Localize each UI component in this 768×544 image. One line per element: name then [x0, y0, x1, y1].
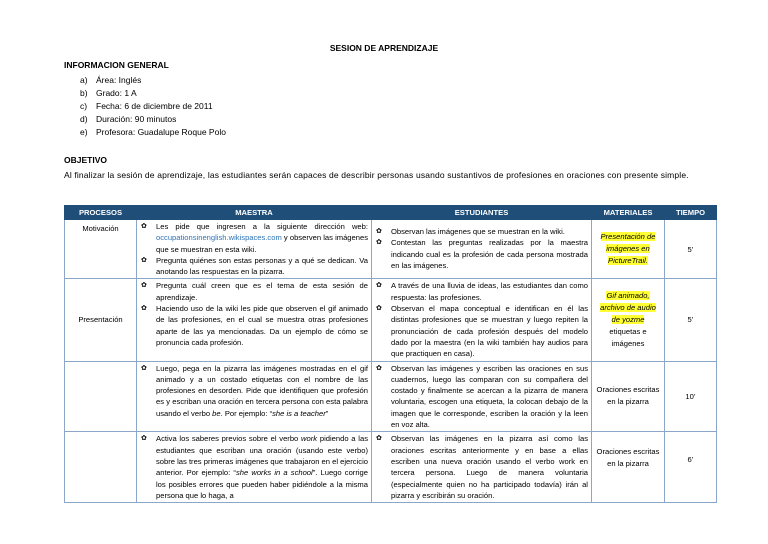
materiales-cell: Oraciones escritas en la pizarra — [592, 361, 665, 432]
list-item: ✿ Haciendo uso de la wiki les pide que observen el gif animado de las profesiones, en el cual se muestra otras profesiones aparte de las ya mencionadas. Da un ejemplo de cómo se pronuncia cada profesión. — [141, 304, 368, 347]
list-item: ✿ Les pide que ingresen a la siguiente dirección web: occupationsinenglish.wikispaces.com y observen las imágenes que se muestran en esta wiki. — [141, 222, 368, 254]
table-header-row — [65, 206, 717, 220]
header-materiales: MATERIALES — [592, 206, 665, 220]
table-row — [65, 361, 717, 432]
info-list — [64, 74, 226, 139]
flower-bullet-icon: ✿ — [141, 256, 147, 264]
table-row — [65, 432, 717, 503]
list-item: ✿ Activa los saberes previos sobre el verbo work pidiendo a las estudiantes que escriban una oración (usando este verbo) sobre las tres primeras imágenes que trabajaron en el ejercicio anterior. Por ejemplo: “she works in a school”. Luego corrige los posibles errores que pueden haber pidiéndole a la misma persona que lo haga, a — [141, 434, 368, 500]
info-item: e) Profesora: Guadalupe Roque Polo — [80, 127, 226, 137]
estudiantes-cell — [372, 361, 592, 432]
flower-bullet-icon: ✿ — [141, 282, 147, 290]
header-maestra: MAESTRA — [137, 206, 372, 220]
maestra-cell — [137, 432, 372, 503]
flower-bullet-icon: ✿ — [376, 435, 382, 443]
tiempo-cell: 5’ — [665, 279, 717, 361]
wiki-link[interactable]: occupationsinenglish.wikispaces.com — [156, 233, 282, 243]
info-item: b) Grado: 1 A — [80, 88, 137, 98]
lesson-table — [64, 205, 717, 503]
info-item: d) Duración: 90 minutos — [80, 114, 177, 124]
objetivo-heading: OBJETIVO — [64, 155, 107, 165]
estudiantes-cell — [372, 432, 592, 503]
maestra-cell — [137, 220, 372, 279]
flower-bullet-icon: ✿ — [141, 435, 147, 443]
tiempo-cell: 10’ — [665, 361, 717, 432]
proceso-cell — [65, 361, 137, 432]
materiales-cell: Oraciones escritas en la pizarra — [592, 432, 665, 503]
flower-bullet-icon: ✿ — [376, 228, 382, 235]
list-item: ✿ Pregunta quiénes son estas personas y a qué se dedican. Va anotando las respuestas en la pizarra. — [141, 255, 368, 277]
flower-bullet-icon: ✿ — [141, 305, 147, 313]
info-item: c) Fecha: 6 de diciembre de 2011 — [80, 101, 213, 111]
proceso-cell: Presentación — [65, 279, 137, 361]
info-item: a) Área: Inglés — [80, 75, 142, 85]
tiempo-cell: 5’ — [665, 220, 717, 279]
tiempo-cell: 6’ — [665, 432, 717, 503]
list-item: ✿ Observan las imágenes en la pizarra así como las oraciones escritas anteriormente y en base a ellas escriben una nueva oración usando el verbo work en tercera persona. Luego de manera voluntaria (especialmente quien no ha participado todavía) irán al pizarra y escribirán su oración. — [376, 434, 588, 500]
list-item: ✿ Observan las imágenes que se muestran en la wiki. — [376, 227, 565, 236]
list-item: ✿ Observan el mapa conceptual e identifican en él las distintas profesiones que se muestran y luego repiten la pronunciación de cada profesión después del modelo dado por la maestra (en la wiki también hay audios para que practiquen en casa). — [376, 304, 588, 359]
proceso-cell: Motivación — [65, 220, 137, 279]
flower-bullet-icon: ✿ — [141, 223, 147, 230]
objetivo-text: Al finalizar la sesión de aprendizaje, las estudiantes serán capaces de describir personas usando sustantivos de profesiones en oraciones con presente simple. — [64, 170, 689, 180]
maestra-cell — [137, 279, 372, 361]
maestra-cell — [137, 361, 372, 432]
list-item: ✿ Luego, pega en la pizarra las imágenes mostradas en el gif animado y a un costado etiquetas con el nombre de las profesiones en desorden. Pide que identifiquen que profesión es y escriban una oración en tercera persona con esta palabra usando el verbo be. Por ejemplo: “she is a teacher” — [141, 363, 368, 418]
estudiantes-cell — [372, 279, 592, 361]
list-item: ✿ Contestan las preguntas realizadas por la maestra indicando cual es la profesión de cada persona mostrada en las imágenes. — [376, 238, 588, 270]
document-title: SESION DE APRENDIZAJE — [329, 43, 439, 53]
flower-bullet-icon: ✿ — [376, 364, 382, 372]
header-procesos: PROCESOS — [65, 206, 137, 220]
flower-bullet-icon: ✿ — [376, 305, 382, 313]
info-heading: INFORMACION GENERAL — [64, 60, 169, 70]
list-item: ✿ Observan las imágenes y escriben las oraciones en sus cuadernos, luego las comparan con su compañera del costado y finalmente se acercan a la pizarra de manera voluntaria, escogen una etiqueta, la colocan debajo de la imagen que le corresponde, escriben la oración y la leen en voz alta. — [376, 363, 588, 430]
flower-bullet-icon: ✿ — [141, 364, 147, 372]
flower-bullet-icon: ✿ — [376, 282, 382, 290]
table-row — [65, 279, 717, 361]
table-row — [65, 220, 717, 279]
estudiantes-cell — [372, 220, 592, 279]
materiales-cell: Gif animado, archivo de audio de yozme etiquetas e imágenes — [592, 279, 665, 361]
flower-bullet-icon: ✿ — [376, 239, 382, 247]
header-estudiantes: ESTUDIANTES — [372, 206, 592, 220]
header-tiempo: TIEMPO — [665, 206, 717, 220]
materiales-cell: Presentación de imágenes en PictureTrail. — [592, 220, 665, 279]
list-item: ✿ A través de una lluvia de ideas, las estudiantes dan como respuesta: las profesiones. — [376, 281, 588, 302]
list-item: ✿ Pregunta cuál creen que es el tema de esta sesión de aprendizaje. — [141, 281, 368, 302]
proceso-cell — [65, 432, 137, 503]
